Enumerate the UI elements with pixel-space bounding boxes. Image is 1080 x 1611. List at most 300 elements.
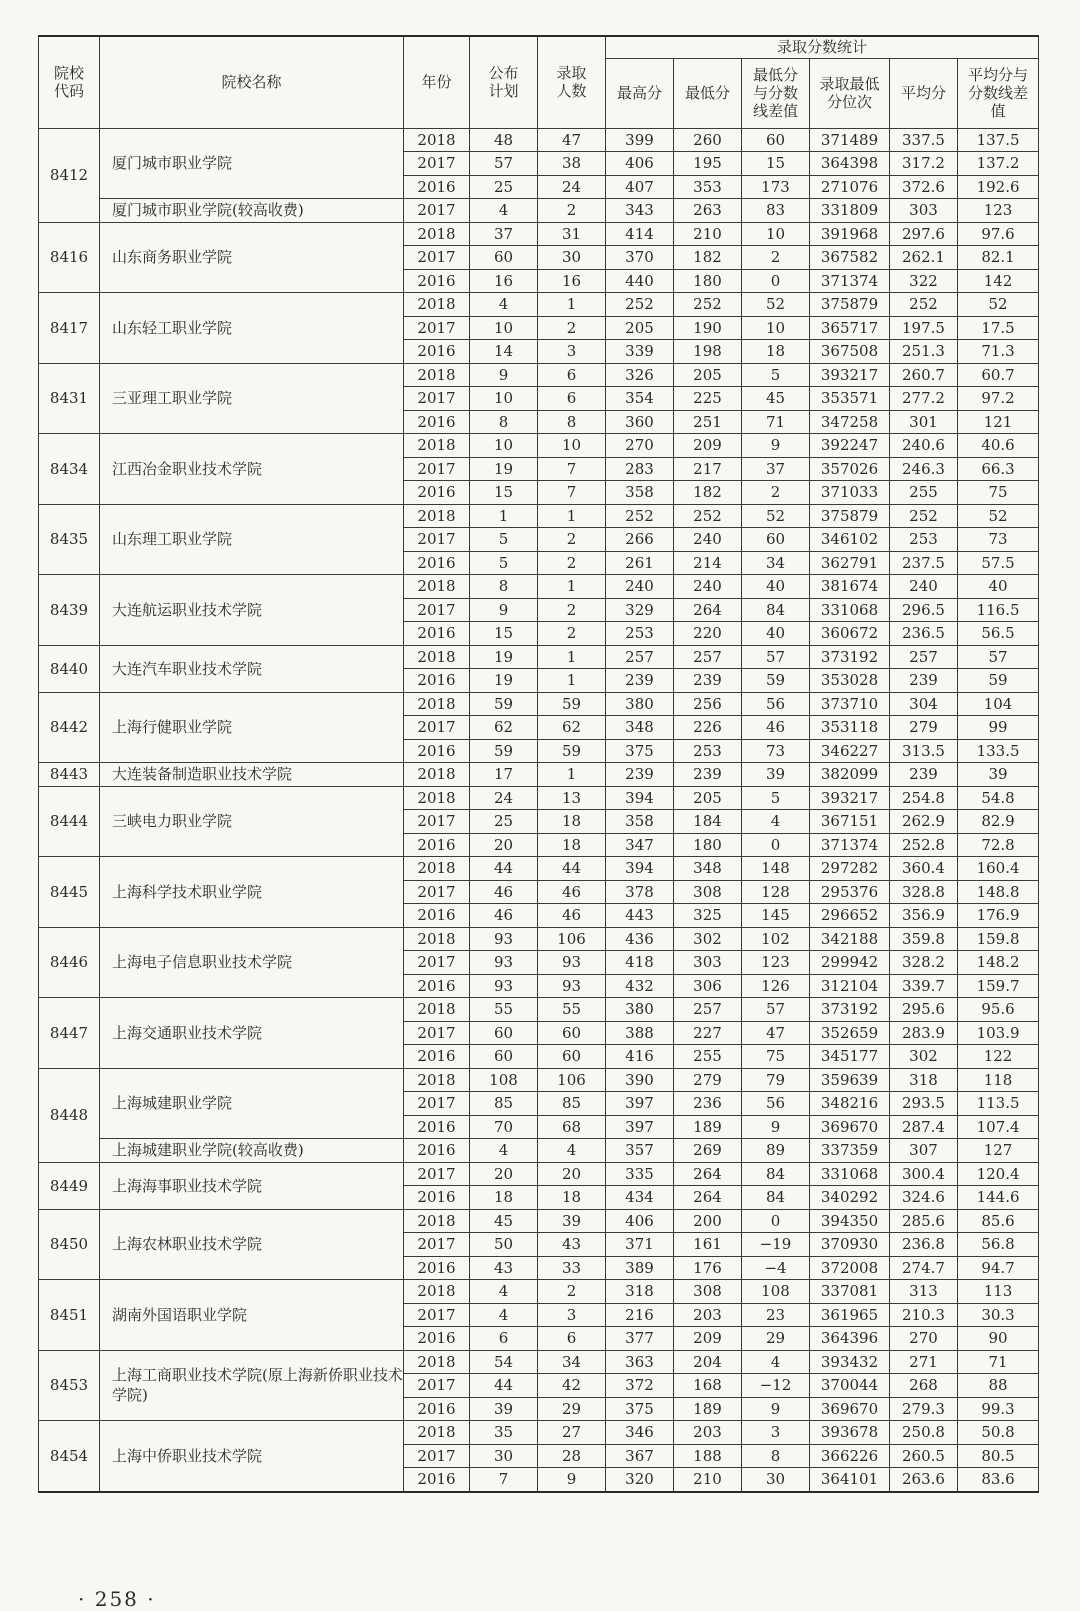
enrolled-cell: 2 <box>538 598 606 622</box>
min-diff-cell: 40 <box>742 575 810 599</box>
avg-diff-cell: 148.8 <box>958 880 1039 904</box>
year-cell: 2016 <box>404 622 470 646</box>
plan-cell: 30 <box>470 1444 538 1468</box>
min-rank-cell: 348216 <box>810 1092 890 1116</box>
school-name: 上海中侨职业技术学院 <box>100 1421 404 1492</box>
header-name: 院校名称 <box>100 36 404 128</box>
max-score-cell: 390 <box>606 1068 674 1092</box>
year-cell: 2018 <box>404 128 470 152</box>
year-cell: 2016 <box>404 410 470 434</box>
max-score-cell: 389 <box>606 1256 674 1280</box>
year-cell: 2017 <box>404 1444 470 1468</box>
header-enrolled: 录取人数 <box>538 36 606 128</box>
year-cell: 2017 <box>404 246 470 270</box>
max-score-cell: 372 <box>606 1374 674 1398</box>
school-code: 8444 <box>39 786 100 857</box>
min-diff-cell: 123 <box>742 951 810 975</box>
avg-score-cell: 239 <box>890 763 958 787</box>
max-score-cell: 436 <box>606 927 674 951</box>
year-cell: 2016 <box>404 269 470 293</box>
avg-diff-cell: 39 <box>958 763 1039 787</box>
enrolled-cell: 34 <box>538 1350 606 1374</box>
min-diff-cell: 23 <box>742 1303 810 1327</box>
school-name: 上海农林职业技术学院 <box>100 1209 404 1280</box>
plan-cell: 9 <box>470 598 538 622</box>
min-diff-cell: 60 <box>742 528 810 552</box>
plan-cell: 54 <box>470 1350 538 1374</box>
header-plan: 公布计划 <box>470 36 538 128</box>
year-cell: 2018 <box>404 786 470 810</box>
enrolled-cell: 3 <box>538 1303 606 1327</box>
table-row <box>39 763 1039 787</box>
avg-score-cell: 339.7 <box>890 974 958 998</box>
school-name: 上海工商职业技术学院(原上海新侨职业技术学院) <box>100 1350 404 1421</box>
enrolled-cell: 28 <box>538 1444 606 1468</box>
plan-cell: 15 <box>470 481 538 505</box>
avg-score-cell: 237.5 <box>890 551 958 575</box>
min-score-cell: 306 <box>674 974 742 998</box>
min-rank-cell: 367582 <box>810 246 890 270</box>
max-score-cell: 406 <box>606 1209 674 1233</box>
plan-cell: 4 <box>470 1303 538 1327</box>
min-rank-cell: 353028 <box>810 669 890 693</box>
min-score-cell: 210 <box>674 1468 742 1492</box>
avg-diff-cell: 52 <box>958 504 1039 528</box>
enrolled-cell: 30 <box>538 246 606 270</box>
min-score-cell: 217 <box>674 457 742 481</box>
avg-score-cell: 277.2 <box>890 387 958 411</box>
plan-cell: 48 <box>470 128 538 152</box>
plan-cell: 25 <box>470 810 538 834</box>
school-code: 8412 <box>39 128 100 222</box>
school-code: 8449 <box>39 1162 100 1209</box>
plan-cell: 44 <box>470 857 538 881</box>
enrolled-cell: 31 <box>538 222 606 246</box>
max-score-cell: 432 <box>606 974 674 998</box>
avg-score-cell: 307 <box>890 1139 958 1163</box>
school-code: 8416 <box>39 222 100 293</box>
max-score-cell: 354 <box>606 387 674 411</box>
plan-cell: 5 <box>470 551 538 575</box>
plan-cell: 93 <box>470 974 538 998</box>
school-name: 上海海事职业技术学院 <box>100 1162 404 1209</box>
min-score-cell: 203 <box>674 1421 742 1445</box>
min-score-cell: 214 <box>674 551 742 575</box>
plan-cell: 108 <box>470 1068 538 1092</box>
enrolled-cell: 1 <box>538 293 606 317</box>
min-score-cell: 308 <box>674 880 742 904</box>
school-code: 8451 <box>39 1280 100 1351</box>
min-diff-cell: 75 <box>742 1045 810 1069</box>
min-diff-cell: 89 <box>742 1139 810 1163</box>
avg-score-cell: 253 <box>890 528 958 552</box>
min-diff-cell: 2 <box>742 481 810 505</box>
enrolled-cell: 2 <box>538 528 606 552</box>
max-score-cell: 339 <box>606 340 674 364</box>
max-score-cell: 358 <box>606 481 674 505</box>
avg-diff-cell: 82.9 <box>958 810 1039 834</box>
min-diff-cell: 108 <box>742 1280 810 1304</box>
avg-diff-cell: 71.3 <box>958 340 1039 364</box>
header-stats-group: 录取分数统计 <box>606 36 1039 58</box>
header-code: 院校代码 <box>39 36 100 128</box>
min-score-cell: 182 <box>674 481 742 505</box>
min-rank-cell: 366226 <box>810 1444 890 1468</box>
min-diff-cell: 9 <box>742 1397 810 1421</box>
enrolled-cell: 6 <box>538 387 606 411</box>
avg-diff-cell: 57.5 <box>958 551 1039 575</box>
plan-cell: 25 <box>470 175 538 199</box>
min-score-cell: 203 <box>674 1303 742 1327</box>
min-diff-cell: −19 <box>742 1233 810 1257</box>
plan-cell: 5 <box>470 528 538 552</box>
min-rank-cell: 394350 <box>810 1209 890 1233</box>
min-rank-cell: 393217 <box>810 363 890 387</box>
min-diff-cell: 5 <box>742 786 810 810</box>
enrolled-cell: 46 <box>538 904 606 928</box>
table-row <box>39 998 1039 1022</box>
plan-cell: 7 <box>470 1468 538 1492</box>
avg-diff-cell: 82.1 <box>958 246 1039 270</box>
admission-table-page <box>38 35 1038 1611</box>
avg-diff-cell: 116.5 <box>958 598 1039 622</box>
avg-diff-cell: 104 <box>958 692 1039 716</box>
year-cell: 2017 <box>404 457 470 481</box>
min-rank-cell: 346227 <box>810 739 890 763</box>
avg-diff-cell: 113.5 <box>958 1092 1039 1116</box>
min-rank-cell: 393432 <box>810 1350 890 1374</box>
max-score-cell: 205 <box>606 316 674 340</box>
table-row <box>39 857 1039 881</box>
plan-cell: 10 <box>470 316 538 340</box>
school-name: 江西冶金职业技术学院 <box>100 434 404 505</box>
avg-diff-cell: 40.6 <box>958 434 1039 458</box>
max-score-cell: 348 <box>606 716 674 740</box>
min-diff-cell: 84 <box>742 598 810 622</box>
min-diff-cell: 57 <box>742 998 810 1022</box>
max-score-cell: 434 <box>606 1186 674 1210</box>
table-row <box>39 786 1039 810</box>
avg-score-cell: 268 <box>890 1374 958 1398</box>
plan-cell: 44 <box>470 1374 538 1398</box>
year-cell: 2018 <box>404 998 470 1022</box>
avg-diff-cell: 85.6 <box>958 1209 1039 1233</box>
plan-cell: 37 <box>470 222 538 246</box>
max-score-cell: 240 <box>606 575 674 599</box>
avg-diff-cell: 83.6 <box>958 1468 1039 1492</box>
avg-diff-cell: 59 <box>958 669 1039 693</box>
max-score-cell: 346 <box>606 1421 674 1445</box>
min-diff-cell: 56 <box>742 692 810 716</box>
min-diff-cell: 5 <box>742 363 810 387</box>
plan-cell: 15 <box>470 622 538 646</box>
year-cell: 2017 <box>404 1233 470 1257</box>
school-code: 8417 <box>39 293 100 364</box>
school-name: 山东商务职业学院 <box>100 222 404 293</box>
year-cell: 2018 <box>404 504 470 528</box>
min-score-cell: 180 <box>674 269 742 293</box>
min-score-cell: 198 <box>674 340 742 364</box>
min-rank-cell: 295376 <box>810 880 890 904</box>
school-code: 8431 <box>39 363 100 434</box>
min-score-cell: 353 <box>674 175 742 199</box>
avg-diff-cell: 121 <box>958 410 1039 434</box>
min-rank-cell: 381674 <box>810 575 890 599</box>
avg-diff-cell: 56.5 <box>958 622 1039 646</box>
avg-score-cell: 252 <box>890 293 958 317</box>
max-score-cell: 414 <box>606 222 674 246</box>
avg-diff-cell: 54.8 <box>958 786 1039 810</box>
avg-diff-cell: 95.6 <box>958 998 1039 1022</box>
avg-score-cell: 328.2 <box>890 951 958 975</box>
min-diff-cell: 57 <box>742 645 810 669</box>
enrolled-cell: 24 <box>538 175 606 199</box>
min-diff-cell: 73 <box>742 739 810 763</box>
min-diff-cell: −12 <box>742 1374 810 1398</box>
plan-cell: 9 <box>470 363 538 387</box>
plan-cell: 39 <box>470 1397 538 1421</box>
max-score-cell: 253 <box>606 622 674 646</box>
enrolled-cell: 2 <box>538 622 606 646</box>
table-row <box>39 1209 1039 1233</box>
avg-score-cell: 285.6 <box>890 1209 958 1233</box>
min-diff-cell: 45 <box>742 387 810 411</box>
avg-diff-cell: 192.6 <box>958 175 1039 199</box>
year-cell: 2017 <box>404 810 470 834</box>
enrolled-cell: 29 <box>538 1397 606 1421</box>
plan-cell: 8 <box>470 410 538 434</box>
school-name: 上海行健职业学院 <box>100 692 404 763</box>
school-name: 三峡电力职业学院 <box>100 786 404 857</box>
enrolled-cell: 93 <box>538 974 606 998</box>
min-diff-cell: 128 <box>742 880 810 904</box>
year-cell: 2018 <box>404 222 470 246</box>
avg-score-cell: 252.8 <box>890 833 958 857</box>
max-score-cell: 399 <box>606 128 674 152</box>
year-cell: 2016 <box>404 739 470 763</box>
avg-diff-cell: 122 <box>958 1045 1039 1069</box>
avg-diff-cell: 94.7 <box>958 1256 1039 1280</box>
min-diff-cell: 79 <box>742 1068 810 1092</box>
min-rank-cell: 364396 <box>810 1327 890 1351</box>
avg-score-cell: 239 <box>890 669 958 693</box>
plan-cell: 70 <box>470 1115 538 1139</box>
min-score-cell: 189 <box>674 1397 742 1421</box>
header-min-diff: 最低分与分数线差值 <box>742 58 810 128</box>
avg-diff-cell: 50.8 <box>958 1421 1039 1445</box>
plan-cell: 60 <box>470 246 538 270</box>
avg-diff-cell: 40 <box>958 575 1039 599</box>
max-score-cell: 388 <box>606 1021 674 1045</box>
avg-score-cell: 283.9 <box>890 1021 958 1045</box>
enrolled-cell: 60 <box>538 1045 606 1069</box>
min-rank-cell: 371033 <box>810 481 890 505</box>
year-cell: 2017 <box>404 316 470 340</box>
avg-score-cell: 287.4 <box>890 1115 958 1139</box>
avg-diff-cell: 133.5 <box>958 739 1039 763</box>
avg-score-cell: 297.6 <box>890 222 958 246</box>
year-cell: 2016 <box>404 1139 470 1163</box>
admission-score-table <box>38 35 1039 1493</box>
max-score-cell: 397 <box>606 1115 674 1139</box>
school-name: 上海交通职业技术学院 <box>100 998 404 1069</box>
min-score-cell: 264 <box>674 598 742 622</box>
plan-cell: 17 <box>470 763 538 787</box>
min-rank-cell: 357026 <box>810 457 890 481</box>
max-score-cell: 406 <box>606 152 674 176</box>
min-diff-cell: 126 <box>742 974 810 998</box>
max-score-cell: 378 <box>606 880 674 904</box>
enrolled-cell: 1 <box>538 504 606 528</box>
avg-score-cell: 293.5 <box>890 1092 958 1116</box>
min-rank-cell: 365717 <box>810 316 890 340</box>
min-score-cell: 239 <box>674 763 742 787</box>
max-score-cell: 407 <box>606 175 674 199</box>
year-cell: 2018 <box>404 575 470 599</box>
avg-diff-cell: 137.2 <box>958 152 1039 176</box>
plan-cell: 93 <box>470 927 538 951</box>
enrolled-cell: 6 <box>538 1327 606 1351</box>
min-diff-cell: 59 <box>742 669 810 693</box>
min-score-cell: 251 <box>674 410 742 434</box>
avg-score-cell: 302 <box>890 1045 958 1069</box>
table-row <box>39 293 1039 317</box>
min-score-cell: 252 <box>674 293 742 317</box>
min-rank-cell: 392247 <box>810 434 890 458</box>
min-diff-cell: 0 <box>742 1209 810 1233</box>
avg-score-cell: 372.6 <box>890 175 958 199</box>
plan-cell: 46 <box>470 904 538 928</box>
header-max: 最高分 <box>606 58 674 128</box>
max-score-cell: 418 <box>606 951 674 975</box>
avg-score-cell: 263.6 <box>890 1468 958 1492</box>
school-name: 山东轻工职业学院 <box>100 293 404 364</box>
max-score-cell: 375 <box>606 739 674 763</box>
plan-cell: 4 <box>470 199 538 223</box>
plan-cell: 60 <box>470 1021 538 1045</box>
avg-score-cell: 313.5 <box>890 739 958 763</box>
avg-diff-cell: 103.9 <box>958 1021 1039 1045</box>
avg-diff-cell: 99.3 <box>958 1397 1039 1421</box>
school-code: 8442 <box>39 692 100 763</box>
avg-score-cell: 300.4 <box>890 1162 958 1186</box>
plan-cell: 19 <box>470 669 538 693</box>
avg-score-cell: 337.5 <box>890 128 958 152</box>
year-cell: 2016 <box>404 1327 470 1351</box>
plan-cell: 6 <box>470 1327 538 1351</box>
table-row <box>39 222 1039 246</box>
max-score-cell: 270 <box>606 434 674 458</box>
year-cell: 2018 <box>404 363 470 387</box>
min-score-cell: 257 <box>674 998 742 1022</box>
avg-diff-cell: 80.5 <box>958 1444 1039 1468</box>
min-rank-cell: 337081 <box>810 1280 890 1304</box>
min-diff-cell: 10 <box>742 316 810 340</box>
enrolled-cell: 9 <box>538 1468 606 1492</box>
year-cell: 2016 <box>404 340 470 364</box>
year-cell: 2017 <box>404 716 470 740</box>
min-rank-cell: 375879 <box>810 293 890 317</box>
enrolled-cell: 33 <box>538 1256 606 1280</box>
min-score-cell: 209 <box>674 434 742 458</box>
enrolled-cell: 1 <box>538 669 606 693</box>
max-score-cell: 347 <box>606 833 674 857</box>
school-code: 8447 <box>39 998 100 1069</box>
min-diff-cell: 56 <box>742 1092 810 1116</box>
enrolled-cell: 2 <box>538 551 606 575</box>
year-cell: 2016 <box>404 1256 470 1280</box>
table-row <box>39 1280 1039 1304</box>
min-diff-cell: 0 <box>742 269 810 293</box>
year-cell: 2018 <box>404 1350 470 1374</box>
avg-score-cell: 296.5 <box>890 598 958 622</box>
avg-score-cell: 236.8 <box>890 1233 958 1257</box>
year-cell: 2017 <box>404 1374 470 1398</box>
avg-diff-cell: 71 <box>958 1350 1039 1374</box>
enrolled-cell: 18 <box>538 1186 606 1210</box>
min-rank-cell: 331809 <box>810 199 890 223</box>
min-diff-cell: 52 <box>742 504 810 528</box>
year-cell: 2017 <box>404 199 470 223</box>
plan-cell: 19 <box>470 645 538 669</box>
table-row <box>39 692 1039 716</box>
min-rank-cell: 373192 <box>810 998 890 1022</box>
min-score-cell: 260 <box>674 128 742 152</box>
year-cell: 2017 <box>404 880 470 904</box>
plan-cell: 50 <box>470 1233 538 1257</box>
min-diff-cell: 10 <box>742 222 810 246</box>
max-score-cell: 329 <box>606 598 674 622</box>
plan-cell: 93 <box>470 951 538 975</box>
avg-score-cell: 250.8 <box>890 1421 958 1445</box>
avg-diff-cell: 97.6 <box>958 222 1039 246</box>
plan-cell: 1 <box>470 504 538 528</box>
min-rank-cell: 373710 <box>810 692 890 716</box>
max-score-cell: 283 <box>606 457 674 481</box>
table-row <box>39 1162 1039 1186</box>
min-rank-cell: 393217 <box>810 786 890 810</box>
min-diff-cell: 40 <box>742 622 810 646</box>
school-code: 8446 <box>39 927 100 998</box>
avg-diff-cell: 75 <box>958 481 1039 505</box>
avg-diff-cell: 107.4 <box>958 1115 1039 1139</box>
min-score-cell: 348 <box>674 857 742 881</box>
min-rank-cell: 382099 <box>810 763 890 787</box>
plan-cell: 14 <box>470 340 538 364</box>
school-code: 8439 <box>39 575 100 646</box>
max-score-cell: 370 <box>606 246 674 270</box>
min-diff-cell: 84 <box>742 1162 810 1186</box>
year-cell: 2018 <box>404 1209 470 1233</box>
plan-cell: 43 <box>470 1256 538 1280</box>
avg-score-cell: 279 <box>890 716 958 740</box>
table-row <box>39 504 1039 528</box>
year-cell: 2017 <box>404 387 470 411</box>
avg-score-cell: 240.6 <box>890 434 958 458</box>
min-diff-cell: 37 <box>742 457 810 481</box>
avg-diff-cell: 97.2 <box>958 387 1039 411</box>
enrolled-cell: 106 <box>538 1068 606 1092</box>
avg-diff-cell: 120.4 <box>958 1162 1039 1186</box>
avg-score-cell: 304 <box>890 692 958 716</box>
school-name: 山东理工职业学院 <box>100 504 404 575</box>
min-score-cell: 168 <box>674 1374 742 1398</box>
table-row <box>39 1421 1039 1445</box>
enrolled-cell: 1 <box>538 645 606 669</box>
min-rank-cell: 299942 <box>810 951 890 975</box>
min-score-cell: 176 <box>674 1256 742 1280</box>
enrolled-cell: 85 <box>538 1092 606 1116</box>
